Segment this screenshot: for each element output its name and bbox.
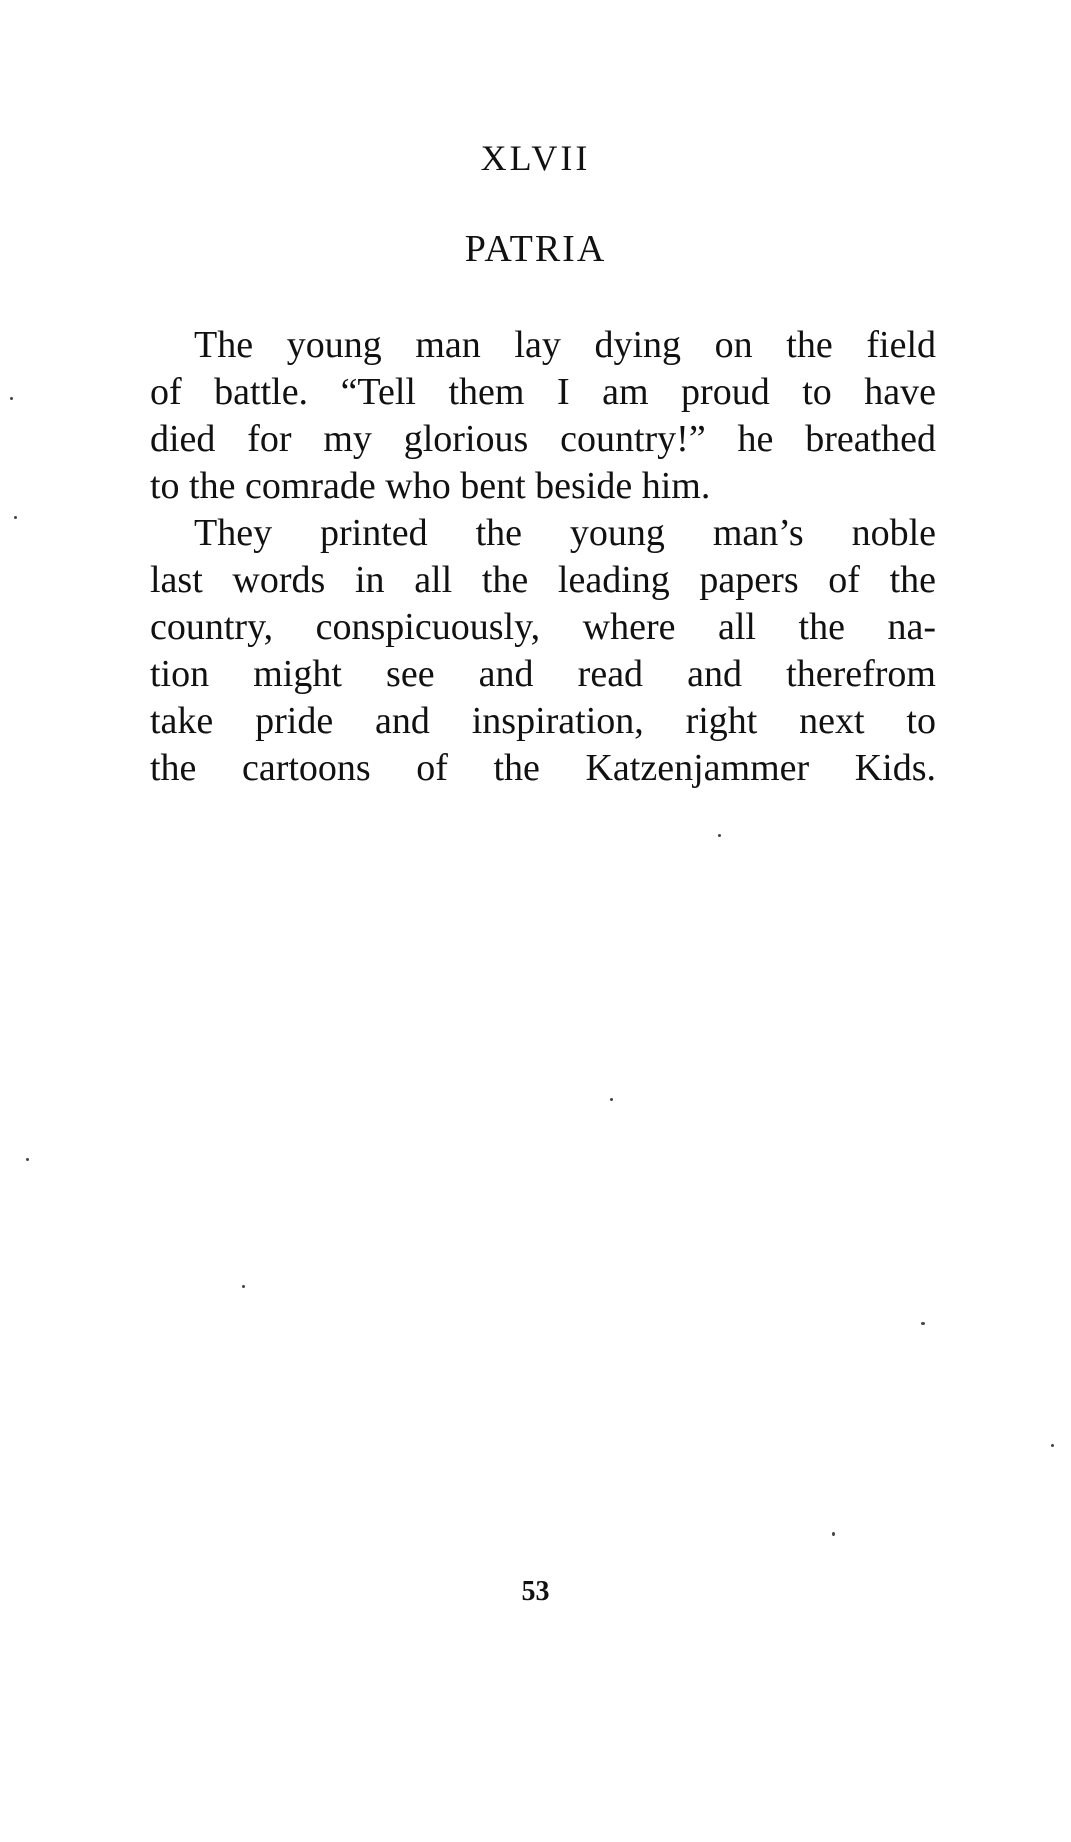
scan-speck <box>1051 1444 1054 1447</box>
scan-speck <box>26 1158 29 1161</box>
scan-speck <box>610 1098 613 1101</box>
body-text <box>150 322 936 792</box>
text-line: take pride and inspiration, right next to <box>150 700 936 742</box>
paragraph-2 <box>150 510 936 792</box>
text-line: the cartoons of the Katzenjammer Kids. <box>150 747 936 789</box>
chapter-title: PATRIA <box>464 228 607 270</box>
text-line: The young man lay dying on the field <box>194 324 936 366</box>
paragraph-1 <box>150 322 936 510</box>
text-line: died for my glorious country!” he breathed <box>150 418 936 460</box>
chapter-number: XLVII <box>480 138 591 178</box>
text-line: of battle. “Tell them I am proud to have <box>150 371 936 413</box>
text-line: to the comrade who bent beside him. <box>150 465 711 507</box>
scan-speck <box>832 1532 835 1536</box>
scan-speck <box>718 834 721 837</box>
text-line: last words in all the leading papers of the <box>150 559 936 601</box>
page-number: 53 <box>521 1576 550 1607</box>
text-line: country, conspicuously, where all the na- <box>150 606 936 648</box>
scan-speck <box>242 1285 245 1288</box>
scan-speck <box>921 1322 925 1325</box>
text-line: They printed the young man’s noble <box>194 512 936 554</box>
scan-speck <box>14 516 17 519</box>
text-line: tion might see and read and therefrom <box>150 653 936 695</box>
scan-speck <box>10 397 13 400</box>
